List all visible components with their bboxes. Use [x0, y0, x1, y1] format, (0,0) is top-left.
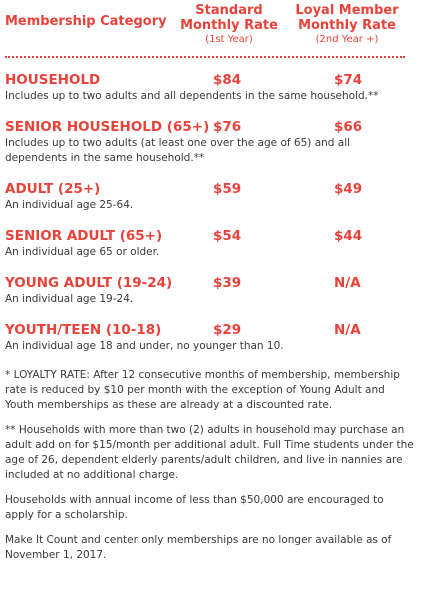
membership-description: An individual age 25-64.	[5, 199, 134, 211]
loyal-rate-heading	[292, 3, 402, 47]
membership-description: An individual age 19-24.	[5, 293, 134, 305]
standard-rate-heading	[176, 3, 282, 47]
scholarship-note: Households with annual income of less than $50,000 are encouraged to apply for a scholarship.	[5, 494, 384, 521]
membership-name: SENIOR HOUSEHOLD (65+)	[5, 119, 210, 135]
standard-rate-subtitle: (1st Year)	[205, 34, 253, 45]
loyal-rate: $66	[334, 119, 363, 135]
membership-name: YOUTH/TEEN (10-18)	[5, 322, 162, 338]
membership-row-adult	[5, 181, 421, 213]
membership-description: Includes up to two adults and all dependents in the same household.**	[5, 90, 379, 102]
membership-category-label: Membership Category	[5, 14, 167, 29]
membership-name: SENIOR ADULT (65+)	[5, 228, 163, 244]
footnotes	[5, 368, 415, 573]
membership-description: An individual age 18 and under, no younger than 10.	[5, 340, 284, 352]
standard-rate: $59	[213, 181, 242, 197]
standard-rate: $29	[213, 322, 242, 338]
row-title	[5, 181, 421, 198]
standard-rate-title: Standard Monthly Rate	[180, 3, 278, 33]
membership-row-youth-teen	[5, 322, 421, 354]
standard-rate: $39	[213, 275, 242, 291]
membership-row-senior-adult	[5, 228, 421, 260]
standard-rate: $54	[213, 228, 242, 244]
membership-category-heading	[5, 14, 167, 29]
loyal-rate-title: Loyal Member Monthly Rate	[295, 3, 399, 33]
row-title	[5, 119, 421, 136]
header-divider	[5, 56, 405, 58]
standard-rate: $84	[213, 72, 242, 88]
membership-list	[5, 72, 421, 369]
loyal-rate: $74	[334, 72, 363, 88]
rate-table-header	[0, 0, 426, 60]
standard-rate: $76	[213, 119, 242, 135]
membership-row-young-adult	[5, 275, 421, 307]
membership-description: An individual age 65 or older.	[5, 246, 160, 258]
household-add-on-note: ** Households with more than two (2) adults in household may purchase an adult add on for $15/month per additional adult. Full Time students under the age of 26, dependent elderly parents/adult children, and live in nannies are included at no additional charge.	[5, 424, 414, 481]
membership-name: YOUNG ADULT (19-24)	[5, 275, 173, 291]
membership-name: HOUSEHOLD	[5, 72, 101, 88]
loyal-rate-subtitle: (2nd Year +)	[315, 34, 379, 45]
loyal-rate: $49	[334, 181, 363, 197]
discontinued-memberships-note: Make It Count and center only memberships are no longer available as of November 1, 2017.	[5, 534, 392, 561]
membership-description: Includes up to two adults (at least one over the age of 65) and all dependents in the same household.**	[5, 137, 351, 164]
row-title	[5, 275, 421, 292]
membership-row-household	[5, 72, 421, 104]
row-title	[5, 228, 421, 245]
loyal-rate: $44	[334, 228, 363, 244]
row-title	[5, 72, 421, 89]
loyalty-rate-note: * LOYALTY RATE: After 12 consecutive months of membership, membership rate is reduced by $10 per month with the exception of Young Adult and Youth memberships as these are already at a discounted rate.	[5, 369, 400, 411]
loyal-rate: N/A	[334, 275, 361, 291]
membership-row-senior-household	[5, 119, 421, 166]
loyal-rate: N/A	[334, 322, 361, 338]
membership-name: ADULT (25+)	[5, 181, 101, 197]
row-title	[5, 322, 421, 339]
